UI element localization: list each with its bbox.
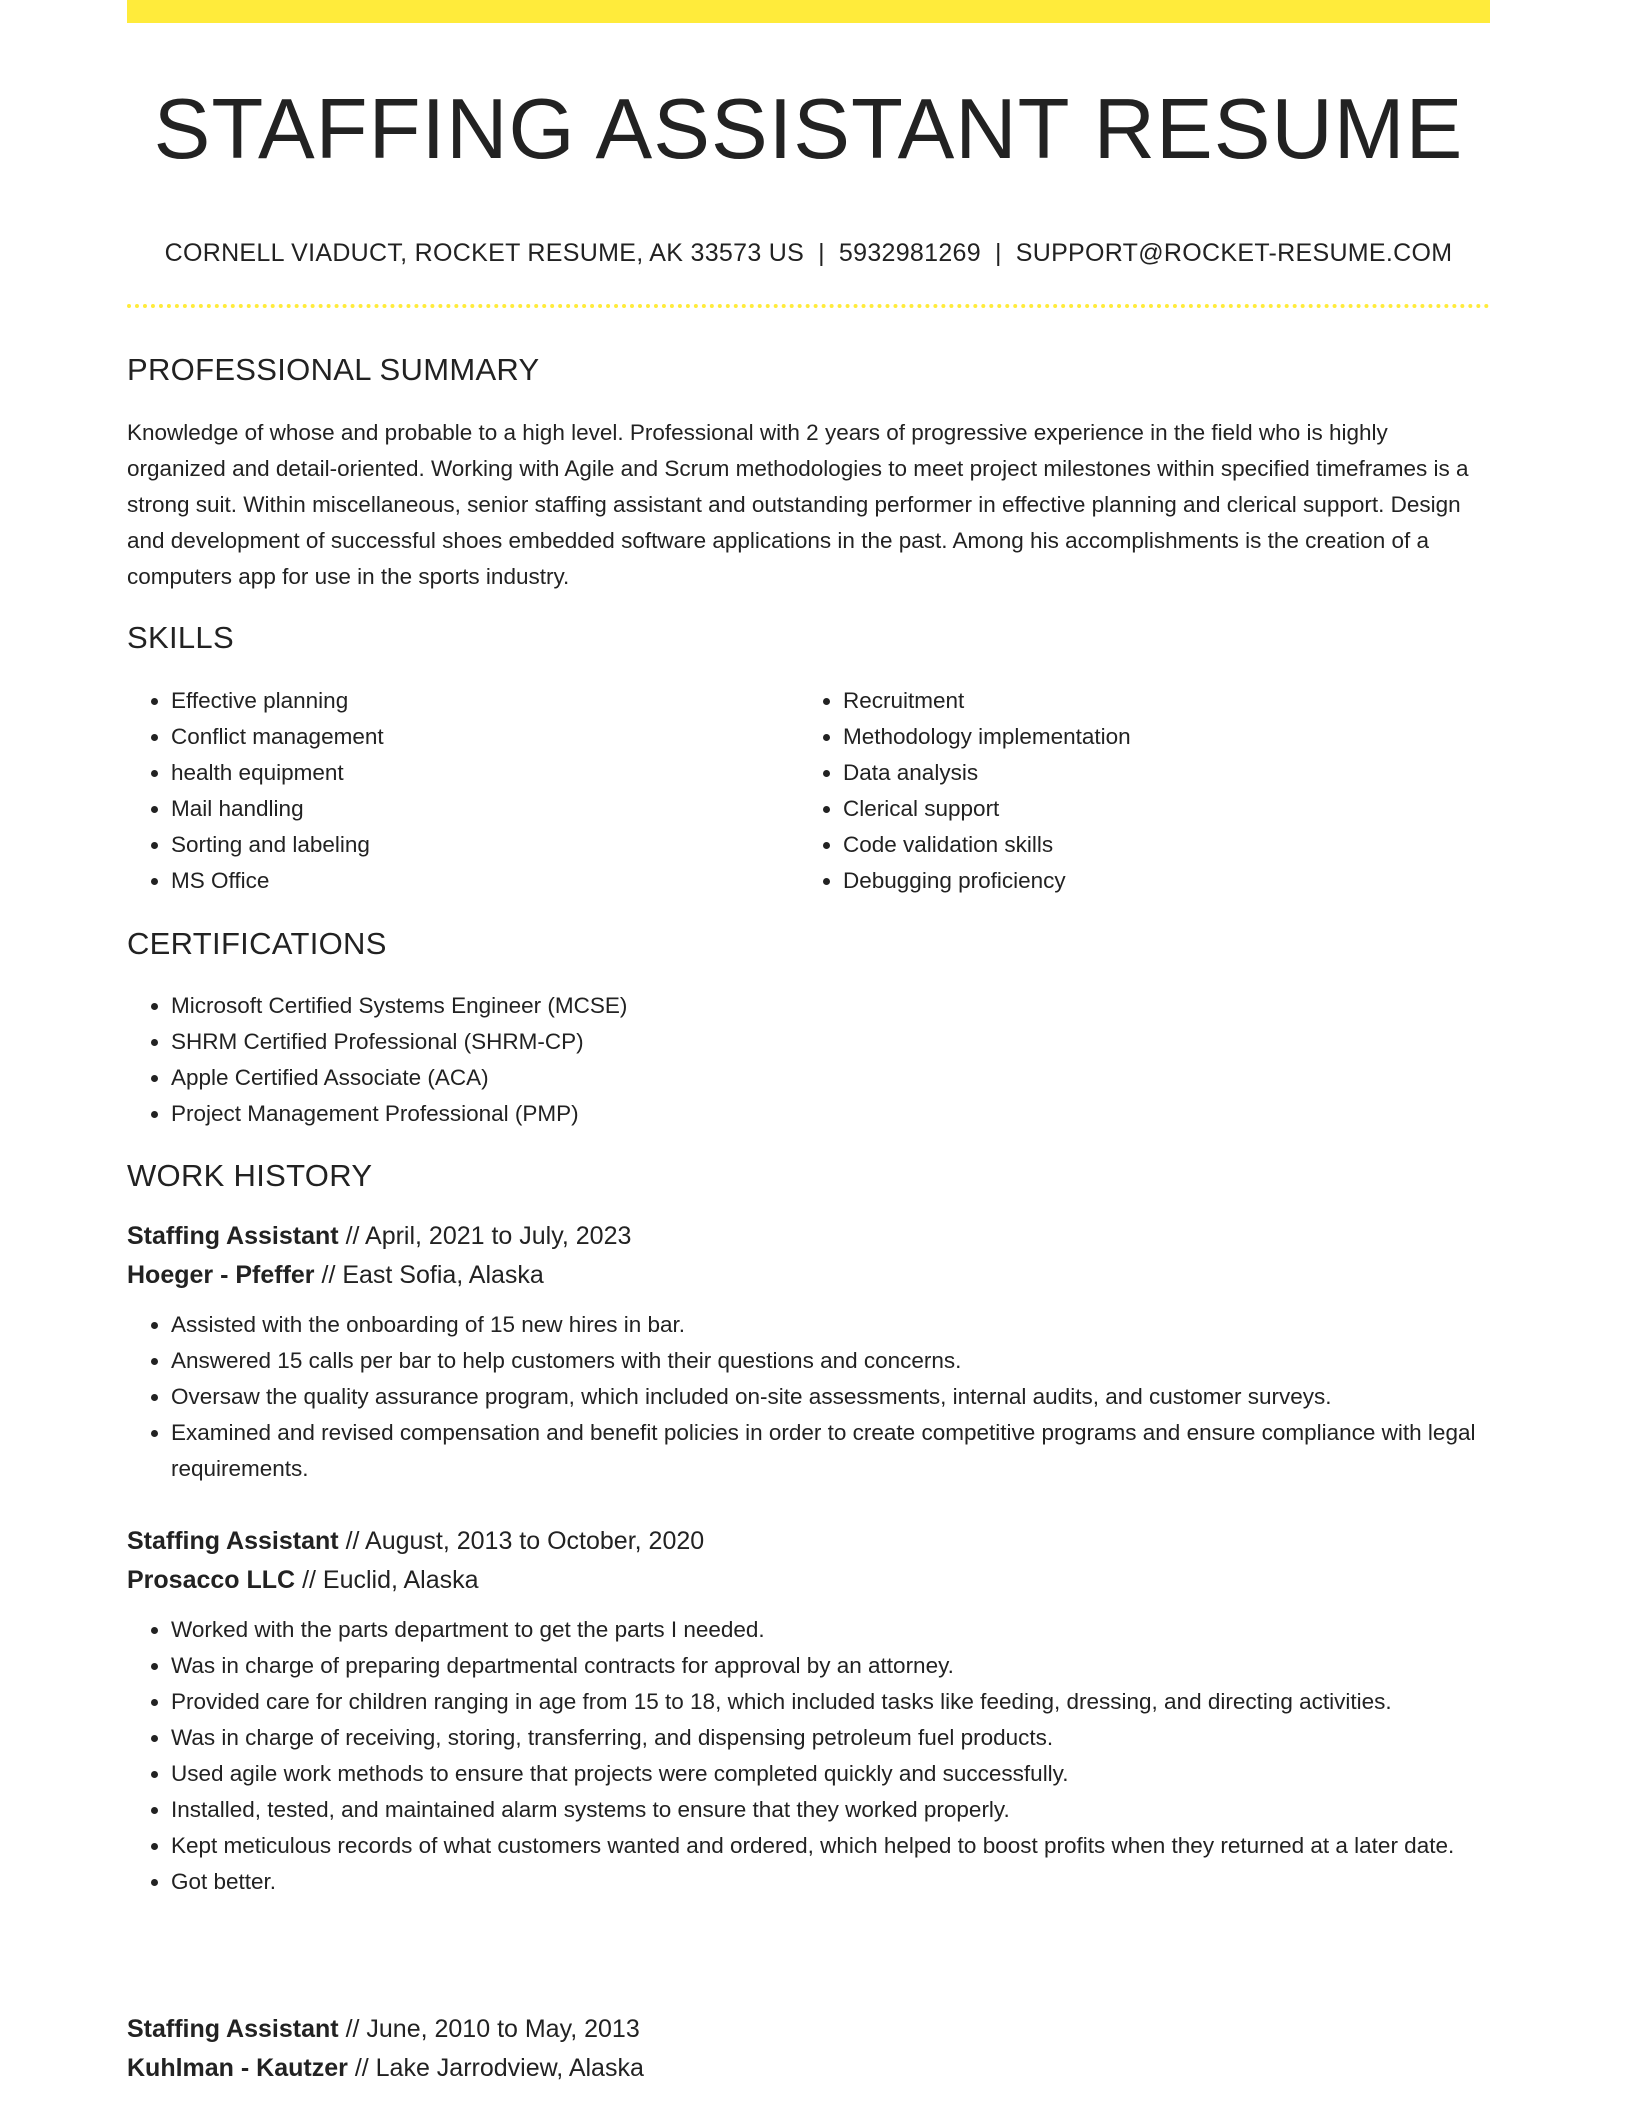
dotted-divider <box>127 304 1490 308</box>
skills-heading: SKILLS <box>127 620 234 655</box>
job-duty-item: • Kept meticulous records of what customers wanted and ordered, which helped to boost profits when they returned at a later date. <box>171 1828 1490 1864</box>
skill-item: • Effective planning <box>171 683 799 719</box>
job-dates: // April, 2021 to July, 2023 <box>345 1222 632 1250</box>
certification-item: • Project Management Professional (PMP) <box>171 1096 627 1132</box>
job-duty-item: • Used agile work methods to ensure that projects were completed quickly and successfully. <box>171 1756 1490 1792</box>
certifications-heading: CERTIFICATIONS <box>127 926 387 961</box>
certification-item: • Apple Certified Associate (ACA) <box>171 1060 627 1096</box>
job-duty-item: • Was in charge of preparing departmental contracts for approval by an attorney. <box>171 1648 1490 1684</box>
job-company: Kuhlman - Kautzer <box>127 2054 348 2082</box>
job-duty-item: • Got better. <box>171 1864 1490 1900</box>
skill-item: • Conflict management <box>171 719 799 755</box>
job-title: Staffing Assistant <box>127 1222 339 1250</box>
job-dates: // June, 2010 to May, 2013 <box>345 2015 640 2043</box>
skill-item: • Clerical support <box>843 791 1471 827</box>
skill-item: • Debugging proficiency <box>843 863 1471 899</box>
job-title-line <box>127 2010 1490 2049</box>
job-dates: // August, 2013 to October, 2020 <box>345 1527 705 1555</box>
job-duty-item: • Provided care for children ranging in age from 15 to 18, which included tasks like feeding, dressing, and directing activities. <box>171 1684 1490 1720</box>
contact-email: SUPPORT@ROCKET-RESUME.COM <box>1015 239 1453 267</box>
summary-heading: PROFESSIONAL SUMMARY <box>127 352 540 387</box>
job-duty-item: • Examined and revised compensation and benefit policies in order to create competitive programs and ensure compliance with legal requirements. <box>171 1415 1490 1487</box>
skill-item: • health equipment <box>171 755 799 791</box>
contact-line <box>127 237 1490 269</box>
contact-address: CORNELL VIADUCT, ROCKET RESUME, AK 33573 US <box>164 239 805 267</box>
job-title-line <box>127 1217 1490 1256</box>
job-duties <box>127 1612 1490 1900</box>
contact-phone: 5932981269 <box>838 239 981 267</box>
job-company: Hoeger - Pfeffer <box>127 1261 315 1289</box>
job-entry <box>127 1217 1490 1487</box>
job-location: // East Sofia, Alaska <box>321 1261 544 1289</box>
resume-page <box>127 0 1490 2082</box>
job-location: // Euclid, Alaska <box>302 1566 479 1594</box>
job-duty-item: • Assisted with the onboarding of 15 new hires in bar. <box>171 1307 1490 1343</box>
work-history-heading: WORK HISTORY <box>127 1158 373 1193</box>
skill-item: • Methodology implementation <box>843 719 1471 755</box>
job-company-line <box>127 2049 1490 2088</box>
skill-item: • Data analysis <box>843 755 1471 791</box>
resume-title: STAFFING ASSISTANT RESUME <box>153 82 1464 177</box>
accent-top-bar <box>127 0 1490 23</box>
contact-separator: | <box>818 239 825 267</box>
certifications-list <box>127 988 627 1132</box>
job-duty-item: • Was in charge of receiving, storing, transferring, and dispensing petroleum fuel products. <box>171 1720 1490 1756</box>
contact-separator: | <box>994 239 1002 267</box>
skill-item: • Mail handling <box>171 791 799 827</box>
job-title-line <box>127 1522 1490 1561</box>
job-location: // Lake Jarrodview, Alaska <box>354 2054 644 2082</box>
job-company-line <box>127 1256 1490 1295</box>
job-duties <box>127 1307 1490 1487</box>
job-company: Prosacco LLC <box>127 1566 296 1594</box>
job-company-line <box>127 1561 1490 1600</box>
certification-item: • Microsoft Certified Systems Engineer (MCSE) <box>171 988 627 1024</box>
job-entry <box>127 1522 1490 1900</box>
certification-item: • SHRM Certified Professional (SHRM-CP) <box>171 1024 627 1060</box>
skills-column-left <box>127 683 799 899</box>
skill-item: • Code validation skills <box>843 827 1471 863</box>
skill-item: • Recruitment <box>843 683 1471 719</box>
job-duty-item: • Oversaw the quality assurance program, which included on-site assessments, internal audits, and customer surveys. <box>171 1379 1490 1415</box>
skills-list <box>127 683 1490 899</box>
summary-text: Knowledge of whose and probable to a high level. Professional with 2 years of progressive experience in the field who is highly organized and detail-oriented. Working with Agile and Scrum methodologies to meet project milestones within specified timeframes is a strong suit. Within miscellaneous, senior staffing assistant and outstanding performer in effective planning and clerical support. Design and development of successful shoes embedded software applications in the past. Among his accomplishments is the creation of a computers app for use in the sports industry. <box>127 420 1469 589</box>
job-title: Staffing Assistant <box>127 2015 339 2043</box>
job-title: Staffing Assistant <box>127 1527 339 1555</box>
job-duty-item: • Answered 15 calls per bar to help customers with their questions and concerns. <box>171 1343 1490 1379</box>
skill-item: • MS Office <box>171 863 799 899</box>
skills-column-right <box>799 683 1471 899</box>
job-entry <box>127 2010 1490 2088</box>
job-duty-item: • Installed, tested, and maintained alarm systems to ensure that they worked properly. <box>171 1792 1490 1828</box>
job-duty-item: • Worked with the parts department to get the parts I needed. <box>171 1612 1490 1648</box>
skill-item: • Sorting and labeling <box>171 827 799 863</box>
